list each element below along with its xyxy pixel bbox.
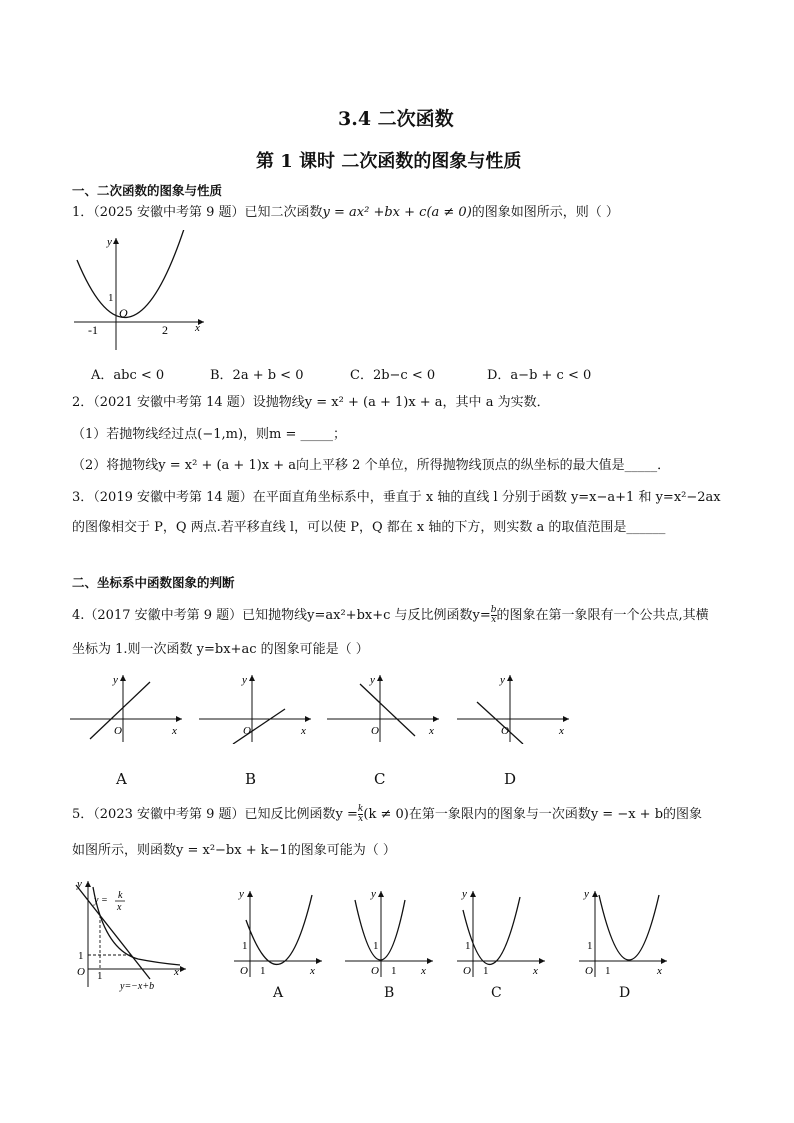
- q5-graph-d: [577, 885, 672, 980]
- question-3-line-2: 的图像相交于 P，Q 两点.若平移直线 l，可以使 P，Q 都在 x 轴的下方，则实数 a 的取值范围是______: [72, 520, 666, 535]
- q1-two-label: 2: [162, 323, 168, 337]
- q4-b-x-label: x: [301, 725, 306, 737]
- q5-ref-kx-label: x: [117, 902, 122, 913]
- q1-option-a[interactable]: A．abc < 0: [91, 368, 165, 383]
- q5-line1-b: (k ≠ 0)在第一象限内的图象与一次函数y = −x + b的图象: [363, 807, 703, 822]
- q1-formula: y = ax² +bx + c(a ≠ 0): [322, 205, 472, 220]
- q1-prefix: 1．（2025 安徽中考第 9 题）已知二次函数: [72, 205, 323, 220]
- question-3-line-1: 3．（2019 安徽中考第 14 题）在平面直角坐标系中，垂直于 x 轴的直线 l 分别于函数 y=x−a+1 和 y=x²−2ax: [72, 490, 721, 505]
- q4-label-c[interactable]: C: [374, 770, 386, 788]
- q5-graph-b: [343, 885, 438, 980]
- q5-line1-a: 5．（2023 安徽中考第 9 题）已知反比例函数y =: [72, 807, 358, 822]
- q4-a-origin-label: O: [114, 725, 122, 737]
- q4-frac-num: b: [490, 605, 497, 615]
- q1-suffix: 的图象如图所示，则（ ）: [471, 205, 619, 220]
- q4-graph-c: [325, 672, 443, 744]
- q4-d-x-label: x: [559, 725, 564, 737]
- q5-a-x-label: x: [310, 965, 315, 977]
- question-4-line-1: [72, 606, 709, 625]
- q5-c-y-label: y: [462, 888, 467, 900]
- question-5-line-2: 如图所示，则函数y = x²−bx + k−1的图象可能为（ ）: [72, 843, 396, 858]
- q5-frac-num: k: [357, 804, 364, 814]
- q5-d-one-label: 1: [587, 940, 593, 952]
- question-2-text: 2．（2021 安徽中考第 14 题）设抛物线y = x² + (a + 1)x + a，其中 a 为实数．: [72, 395, 550, 410]
- q4-d-line: [477, 702, 523, 744]
- q4-label-d[interactable]: D: [504, 770, 517, 788]
- section-heading-1: 一、二次函数的图象与性质: [72, 183, 223, 198]
- q5-a-one-x-label: 1: [260, 965, 266, 977]
- q5-reference-graph: [68, 875, 193, 995]
- q5-ref-x-label: x: [174, 966, 179, 978]
- q5-ref-line: [76, 885, 150, 979]
- q4-line1-a: 4.（2017 安徽中考第 9 题）已知抛物线y=ax²+bx+c 与反比例函数y=: [72, 608, 491, 623]
- q5-a-one-label: 1: [242, 940, 248, 952]
- q5-b-one-label: 1: [373, 940, 379, 952]
- q5-ref-kfrac-pre: y =: [94, 895, 108, 906]
- q4-c-line: [360, 684, 415, 736]
- q4-graph-b: [197, 672, 315, 744]
- q1-parabola-curve: [77, 230, 185, 317]
- q5-label-b[interactable]: B: [384, 985, 395, 1001]
- question-5-line-1: [72, 805, 702, 824]
- q4-graph-d: [455, 672, 573, 744]
- q1-one-label: 1: [108, 292, 114, 304]
- q1-option-c[interactable]: C．2b−c < 0: [350, 368, 436, 383]
- q5-a-y-label: y: [239, 888, 244, 900]
- q5-graph-c: [455, 885, 550, 980]
- q1-option-d[interactable]: D．a−b + c < 0: [487, 368, 592, 383]
- q5-b-origin-label: O: [371, 965, 379, 977]
- q5-d-y-label: y: [584, 888, 589, 900]
- q4-a-y-label: y: [113, 674, 118, 686]
- q4-d-origin-label: O: [501, 725, 509, 737]
- q1-neg1-label: -1: [88, 323, 98, 337]
- q5-label-c[interactable]: C: [491, 985, 502, 1001]
- q5-d-parabola: [599, 895, 659, 960]
- q5-c-parabola: [463, 897, 520, 964]
- q5-label-d[interactable]: D: [619, 985, 631, 1001]
- q4-label-a[interactable]: A: [116, 770, 127, 788]
- q4-b-origin-label: O: [243, 725, 251, 737]
- q1-x-label: x: [195, 322, 200, 334]
- q5-d-origin-label: O: [585, 965, 593, 977]
- q5-b-parabola: [355, 900, 405, 960]
- q5-a-parabola: [246, 895, 312, 964]
- q5-ref-y-label: y: [77, 878, 82, 890]
- q5-graph-a: [232, 885, 327, 980]
- q5-d-one-x-label: 1: [605, 965, 611, 977]
- q4-c-x-label: x: [429, 725, 434, 737]
- q5-a-origin-label: O: [240, 965, 248, 977]
- q4-graph-a: [68, 672, 186, 744]
- q5-ref-k-label: k: [118, 890, 123, 901]
- q5-b-x-label: x: [421, 965, 426, 977]
- q4-line1-b: 的图象在第一象限有一个公共点,其横: [496, 608, 709, 623]
- question-2-part-1: （1）若抛物线经过点(−1,m)，则m = _____；: [72, 427, 347, 442]
- q4-b-y-label: y: [242, 674, 247, 686]
- question-4-line-2: 坐标为 1.则一次函数 y=bx+ac 的图象可能是（ ）: [72, 642, 369, 657]
- q5-c-one-label: 1: [465, 940, 471, 952]
- q5-ref-one-x: 1: [97, 970, 103, 982]
- question-2-part-2: （2）将抛物线y = x² + (a + 1)x + a向上平移 2 个单位，所得抛物线顶点的纵坐标的最大值是_____．: [72, 458, 671, 473]
- q5-c-origin-label: O: [463, 965, 471, 977]
- q1-parabola-graph: [70, 230, 210, 355]
- q5-c-one-x-label: 1: [483, 965, 489, 977]
- page-subtitle: 第 1 课时 二次函数的图象与性质: [256, 151, 522, 172]
- q1-option-b[interactable]: B．2a + b < 0: [210, 368, 304, 383]
- q5-frac-den: x: [358, 814, 364, 824]
- question-1-text: [72, 205, 619, 222]
- q4-d-y-label: y: [500, 674, 505, 686]
- q5-label-a[interactable]: A: [273, 985, 284, 1001]
- q5-d-x-label: x: [657, 965, 662, 977]
- q4-label-b[interactable]: B: [245, 770, 257, 788]
- page-title: 3.4 二次函数: [338, 108, 454, 130]
- q1-y-label: y: [107, 236, 112, 248]
- q5-ref-one-y: 1: [78, 950, 84, 962]
- q1-origin-label: O: [119, 306, 128, 320]
- q4-c-y-label: y: [370, 674, 375, 686]
- q5-b-y-label: y: [371, 888, 376, 900]
- q4-a-x-label: x: [172, 725, 177, 737]
- q5-ref-line-label: y=−x+b: [120, 981, 155, 992]
- section-heading-2: 二、坐标系中函数图象的判断: [72, 575, 235, 590]
- q5-c-x-label: x: [533, 965, 538, 977]
- q5-ref-origin: O: [77, 966, 85, 978]
- q4-b-line: [233, 709, 285, 744]
- q5-b-one-x-label: 1: [391, 965, 397, 977]
- q4-frac-den: x: [491, 615, 497, 625]
- q4-c-origin-label: O: [371, 725, 379, 737]
